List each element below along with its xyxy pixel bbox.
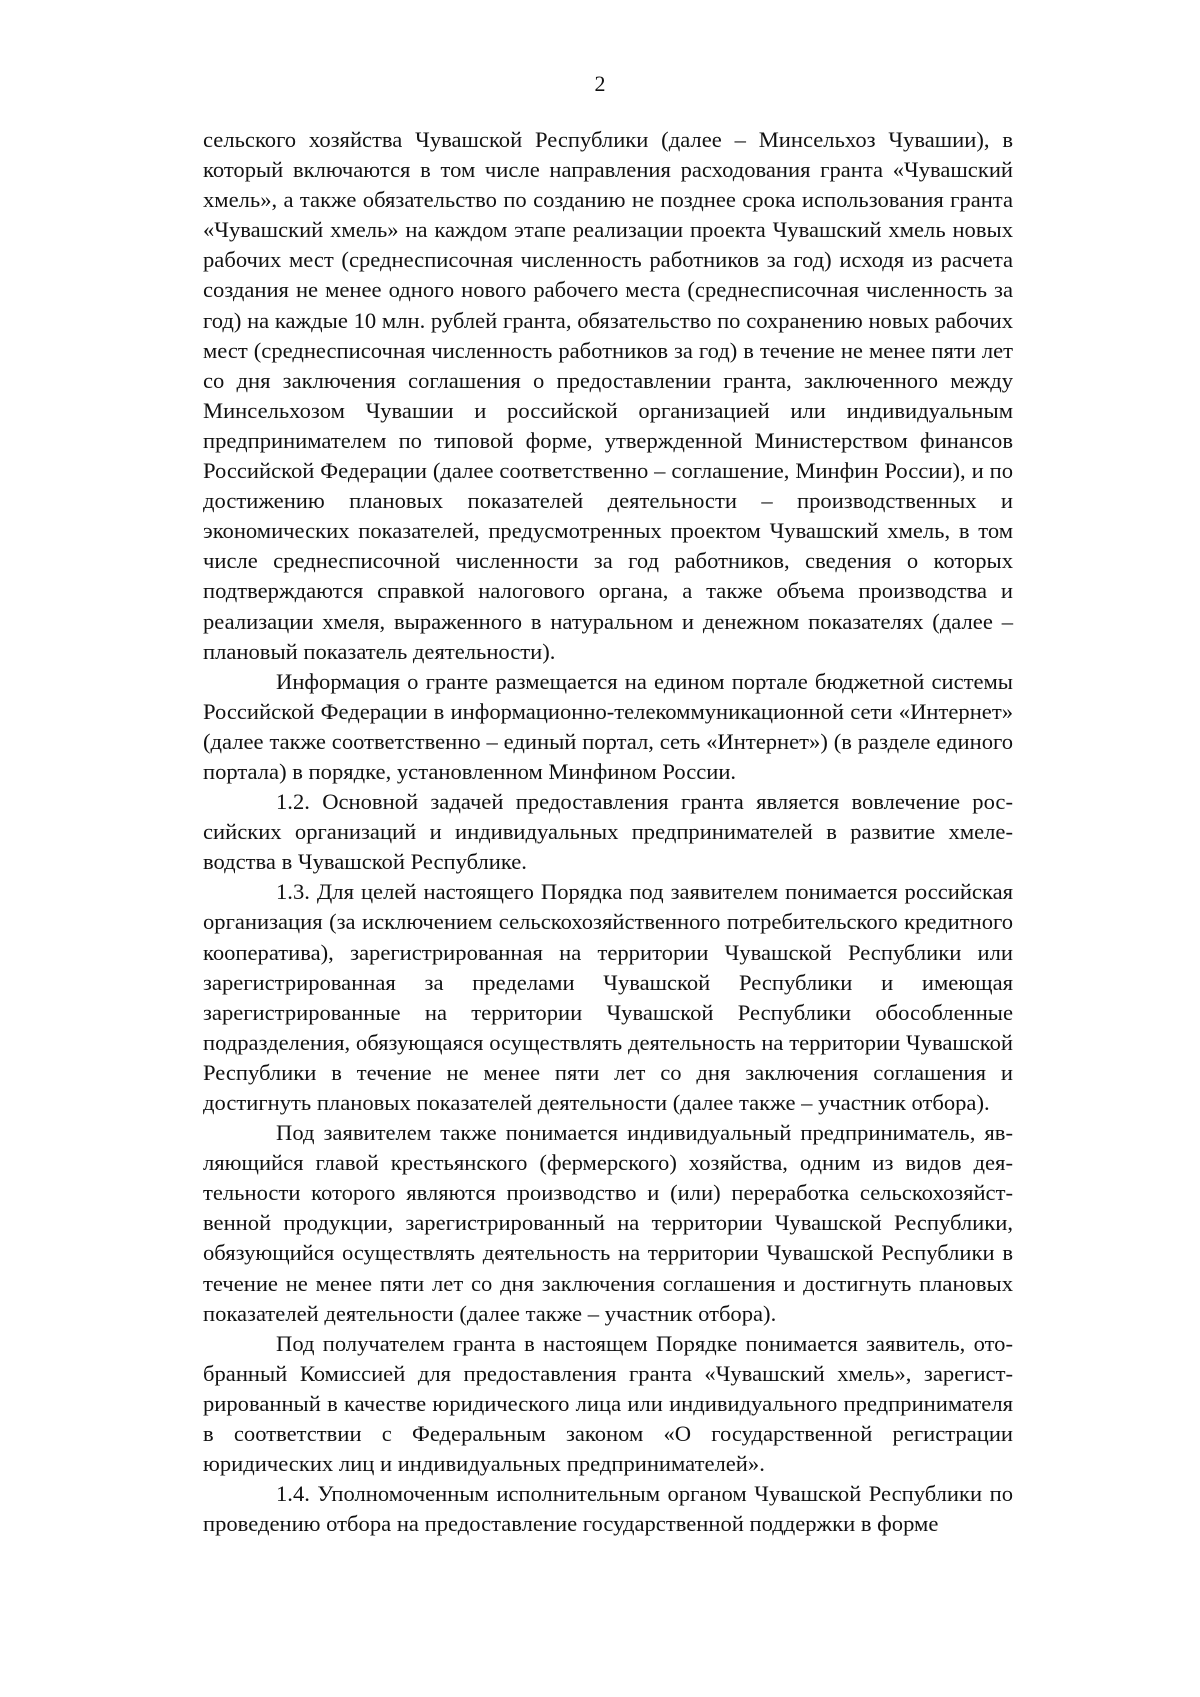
paragraph-continuation: сельского хозяйства Чувашской Республики (далее – Минсельхоз Чувашии), в который включаются в том числе направления расходования гранта «Чувашский хмель», а также обязательство по созданию не позднее срока использования гранта «Чувашский хмель» на каждом этапе реализации проекта Чувашский хмель новых рабочих мест (среднесписочная численность работников за год) исходя из расчета создания не менее одного нового рабочего места (среднесписочная численность за год) на каждые 10 млн. рублей гранта, обязательство по сохранению новых рабочих мест (среднесписочная численность работников за год) в течение не менее пяти лет со дня заключения соглашения о предоставлении гранта, заключенного между Минсельхозом Чувашии и российской организацией или индивидуальным предпринимателем по типовой форме, утвержденной Министерством финансов Российской Федерации (далее соответственно – соглашение, Минфин России), и по достижению плановых показателей деятельности – производственных и экономических показателей, предусмотренных проектом Чувашский хмель, в том числе среднесписочной численности за год работников, сведения о которых подтверждаются справкой налогового органа, а также объема производства и реализации хмеля, выраженного в натуральном и денежном показателях (далее – плановый показатель деятельности). — [203, 127, 1013, 664]
paragraph-1-2: 1.2. Основной задачей предоставления гранта является вовлечение российских организаций и индивидуальных предпринимателей в развитие хмелеводства в Чувашской Республике. — [203, 789, 1013, 875]
document-body — [203, 125, 1013, 1539]
paragraph-grant-info-portal: Информация о гранте размещается на едином портале бюджетной системы Российской Федерации в информационно-телекоммуникационной сети «Интернет» (далее также соответственно – единый портал, сеть «Интернет») (в разделе единого портала) в порядке, установленном Минфином России. — [203, 668, 1013, 784]
paragraph-1-4: 1.4. Уполномоченным исполнительным органом Чувашской Республики по проведению отбора на предоставление государственной поддержки в форме — [203, 1481, 1013, 1537]
page-number: 2 — [594, 71, 606, 96]
paragraph-applicant-entrepreneur: Под заявителем также понимается индивидуальный предприниматель, являющийся главой крестьянского (фермерского) хозяйства, одним из видов деятельности которого являются производство и (или) переработка сельскохозяйственной продукции, зарегистрированный на территории Чувашской Республики, обязующийся осуществлять деятельность на территории Чувашской Республики в течение не менее пяти лет со дня заключения соглашения и достигнуть плановых показателей деятельности (далее также – участник отбора). — [203, 1120, 1013, 1326]
paragraph-1-3: 1.3. Для целей настоящего Порядка под заявителем понимается российская организация (за исключением сельскохозяйственного потребительского кредитного кооператива), зарегистрированная на территории Чувашской Республики или зарегистрированная за пределами Чувашской Республики и имеющая зарегистрированные на территории Чувашской Республики обособленные подразделения, обязующаяся осуществлять деятельность на территории Чувашской Республики в течение не менее пяти лет со дня заключения соглашения и достигнуть плановых показателей деятельности (далее также – участник отбора). — [203, 879, 1013, 1115]
paragraph-grant-recipient: Под получателем гранта в настоящем Порядке понимается заявитель, отобранный Комиссией для предоставления гранта «Чувашский хмель», зарегистрированный в качестве юридического лица или индивидуального предпринимателя в соответствии с Федеральным законом «О государственной регистрации юридических лиц и индивидуальных предпринимателей». — [203, 1330, 1013, 1477]
